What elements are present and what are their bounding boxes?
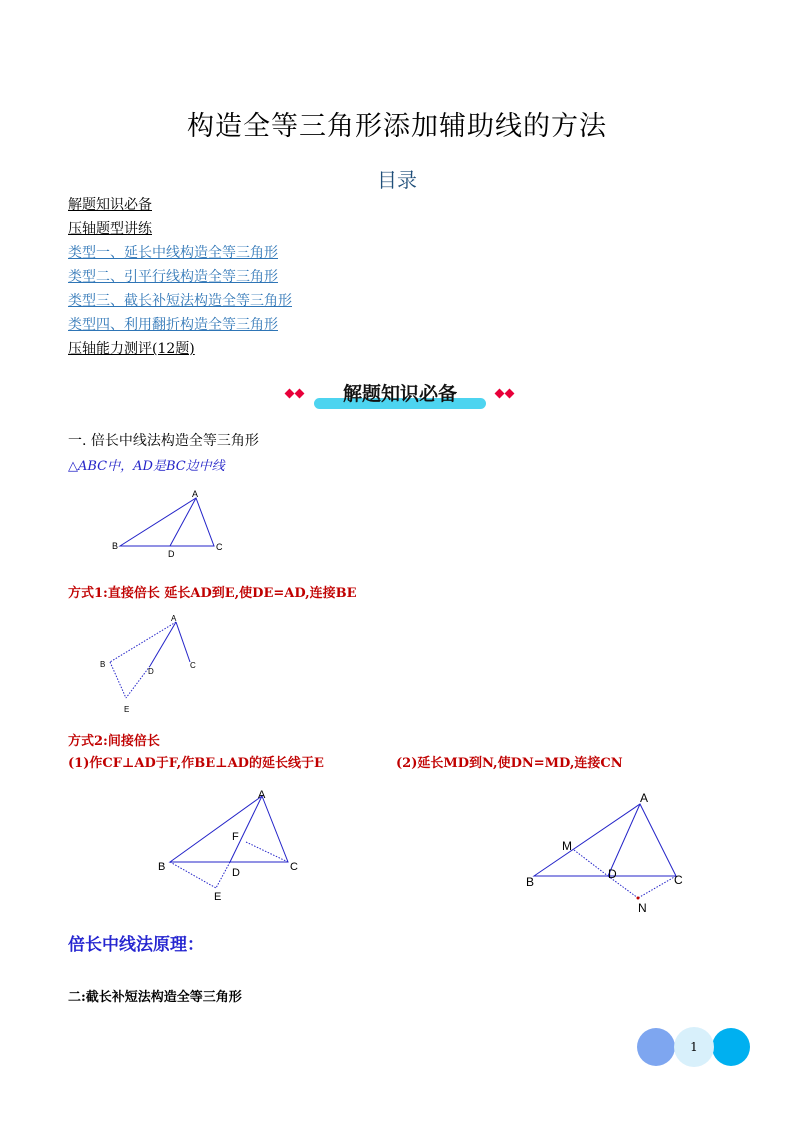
- diamond-icon: [505, 389, 515, 399]
- method2-b-text: (2)延长MD到N,使DN=MD,连接CN: [396, 756, 623, 771]
- toc-item-type2[interactable]: 类型二、引平行线构造全等三角形: [68, 269, 278, 285]
- principle-heading: 倍长中线法原理：: [68, 935, 204, 955]
- diamond-icon: [495, 389, 505, 399]
- diamond-icon: [295, 389, 305, 399]
- toc-item-test[interactable]: 压轴能力测评(12题): [68, 341, 195, 357]
- toc-item-type4[interactable]: 类型四、利用翻折构造全等三角形: [68, 317, 278, 333]
- page-badge-right-circle: [712, 1028, 750, 1066]
- page-badge-left-circle: [637, 1028, 675, 1066]
- section1-heading: 一. 倍长中线法构造全等三角形: [68, 433, 259, 449]
- fig4-label-d: D: [608, 867, 617, 881]
- fig3-label-a: A: [258, 789, 266, 801]
- figure-extend-md: [520, 786, 700, 916]
- fig4-label-b: B: [526, 875, 535, 889]
- fig3-label-e: E: [214, 891, 222, 903]
- method1-text: 方式1:直接倍长 延长AD到E,使DE=AD,连接BE: [68, 586, 357, 601]
- page-number: 1: [674, 1027, 714, 1067]
- fig4-label-n: N: [638, 901, 647, 915]
- toc-heading: 目录: [377, 168, 417, 192]
- fig2-label-c: C: [190, 661, 196, 670]
- fig1-label-d: D: [168, 549, 175, 559]
- figure-perpendicular-feet: [150, 780, 320, 906]
- method2-title: 方式2:间接倍长: [68, 734, 160, 749]
- fig2-label-d: D: [148, 667, 154, 676]
- page-title: 构造全等三角形添加辅助线的方法: [187, 111, 607, 142]
- fig2-label-e: E: [124, 705, 130, 714]
- fig1-label-c: C: [216, 542, 223, 552]
- figure-triangle-median: [108, 488, 228, 560]
- section-banner: [282, 378, 522, 414]
- fig4-label-c: C: [674, 873, 683, 887]
- fig2-label-b: B: [100, 660, 106, 669]
- fig1-label-a: A: [192, 489, 199, 499]
- table-of-contents: [68, 193, 292, 361]
- fig2-label-a: A: [171, 614, 177, 623]
- fig4-label-m: M: [562, 839, 572, 853]
- method2-a-text: (1)作CF⊥AD于F,作BE⊥AD的延长线于E: [68, 756, 324, 771]
- toc-item-type3[interactable]: 类型三、截长补短法构造全等三角形: [68, 293, 292, 309]
- fig3-label-d: D: [232, 867, 240, 879]
- toc-item-knowledge[interactable]: 解题知识必备: [68, 197, 152, 213]
- toc-item-practice[interactable]: 压轴题型讲练: [68, 221, 152, 237]
- given-statement: △ABC中，AD是BC边中线: [68, 459, 225, 474]
- section2-heading: 二:截长补短法构造全等三角形: [68, 990, 242, 1005]
- fig1-label-b: B: [112, 541, 119, 551]
- banner-label: 解题知识必备: [342, 383, 457, 405]
- fig3-label-f: F: [232, 831, 239, 843]
- fig4-label-a: A: [640, 791, 649, 805]
- fig3-label-c: C: [290, 861, 298, 873]
- toc-item-type1[interactable]: 类型一、延长中线构造全等三角形: [68, 245, 278, 261]
- diamond-icon: [285, 389, 295, 399]
- figure-extend-median: [96, 610, 206, 720]
- fig3-label-b: B: [158, 861, 166, 873]
